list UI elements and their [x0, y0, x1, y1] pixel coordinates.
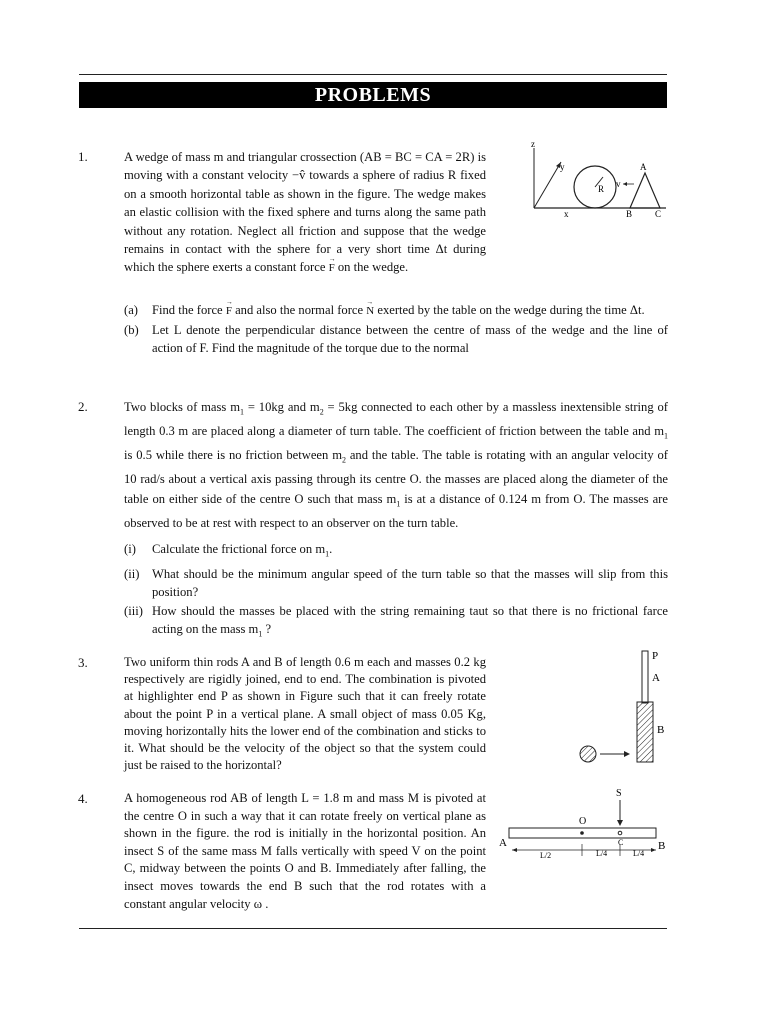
bottom-rule: [79, 928, 667, 929]
rod-a-label: A: [652, 672, 660, 684]
wedge: [630, 173, 660, 208]
length-quarter-1-label: L/4: [596, 849, 608, 858]
length-quarter-2-label: L/4: [633, 849, 645, 858]
problem-1-number: 1.: [78, 149, 88, 164]
y-axis: [534, 162, 561, 208]
problem-2-parts: [124, 540, 668, 644]
problem-1-part-b: (b) Let L denote the perpendicular distance between the centre of mass of the wedge and the line of action of F. Find the magnitude of the torque due to the normal: [124, 323, 668, 355]
radius-label: R: [598, 184, 605, 194]
top-rule: [79, 74, 667, 75]
problem-4-text: A homogeneous rod AB of length L = 1.8 m and mass M is pivoted at the centre O in such a way that it can rotate freely on vertical plane as shown in the figure. the rod is initially in the horizontal position. An insect S of the same mass M falls vertically with speed V on the point C, midway between the points O and B. Immediately after falling, the insect moves towards the end B such that the rod rotates with a constant angular velocity ω .: [124, 791, 486, 911]
point-c: [618, 831, 622, 835]
end-a-label: A: [499, 837, 507, 849]
problem-1-text: A wedge of mass m and triangular crossection (AB = BC = CA = 2R) is moving with a constant velocity −v̂ towards a sphere of radius R fixed on a smooth horizontal table as shown in the figure. The wedge makes an elastic collision with the fixed sphere and turns along the same path without any rotation. Neglect all friction and suppose that the wedge remains in contact with the sphere for a very short time Δt during which the sphere exerts a constant force → F on the wedge.: [124, 148, 486, 278]
problem-2-text: Two blocks of mass $m_1 = 10kg$ and $m_2 = 5kg$ connected to each other by a massless inextensible string of length 0.3 m are placed along a diameter of turn table. The coefficient of friction between the table and $m_1$ is 0.5 while there is no friction between $m_2$ and the table. The table is rotating with an angular velocity of 10 rad/s about a vertical axis passing through its centre O. the masses are placed along the diameter of the table on either side of the centre O such that mass $m_1$ is at a distance of 0.124 m from O. The masses are observed to be at rest with respect to an observer on the turn table.: [124, 400, 668, 531]
rod-a: [642, 651, 648, 703]
x-label: x: [564, 209, 569, 219]
wedge-sphere-figure: [528, 140, 668, 220]
point-o-label: O: [579, 816, 587, 827]
problem-3-number: 3.: [78, 655, 88, 670]
vertex-a-label: A: [640, 162, 647, 172]
pivot-o: [580, 831, 584, 835]
problem-2-part-iii: (iii) How should the masses be placed with the string remaining taut so that there is no frictional farce acting on the mass $m_1$ ?: [124, 603, 668, 639]
end-b-label: B: [658, 840, 666, 852]
pivoted-rods-figure: [570, 645, 670, 775]
y-label: y: [560, 162, 565, 172]
problem-1-part-a: (a) Find the force → F and also the normal force → N exerted by the table on the wedge during the time Δt.: [124, 301, 668, 320]
pivot-p-label: P: [652, 650, 659, 662]
problem-2-part-ii: (ii) What should be the minimum angular speed of the turn table so that the masses will slip from this position?: [124, 566, 668, 599]
small-object: [580, 746, 596, 762]
rod-b: [637, 702, 653, 762]
page-title: PROBLEMS: [79, 82, 667, 108]
z-label: z: [531, 139, 535, 149]
problem-1-parts: [124, 301, 668, 358]
object-velocity-arrow: [624, 751, 630, 757]
velocity-label: v: [616, 179, 621, 189]
vertex-c-label: C: [655, 209, 662, 219]
rod-insect-figure: [500, 782, 675, 862]
problem-2-number: 2.: [78, 399, 88, 414]
point-c-label: C: [618, 838, 624, 847]
problem-2-part-i: (i) Calculate the frictional force on $m_1$.: [124, 542, 333, 559]
length-half-label: L/2: [540, 851, 552, 860]
rod-b-label: B: [657, 724, 665, 736]
insect-s-label: S: [616, 788, 622, 799]
problem-4-number: 4.: [78, 791, 88, 806]
problem-3-text: Two uniform thin rods A and B of length 0.6 m each and masses 0.2 kg respectively are rigidly joined, end to end. The combination is pivoted at highlighter end P as shown in Figure such that it can freely rotate about the point P in a vertical plane. A small object of mass 0.05 Kg, moving horizontally hits the lower end of the combination and sticks to it. What should be the velocity of the object so that the system could just be raised to the horizontal?: [124, 655, 486, 773]
vertex-b-label: B: [626, 209, 633, 219]
